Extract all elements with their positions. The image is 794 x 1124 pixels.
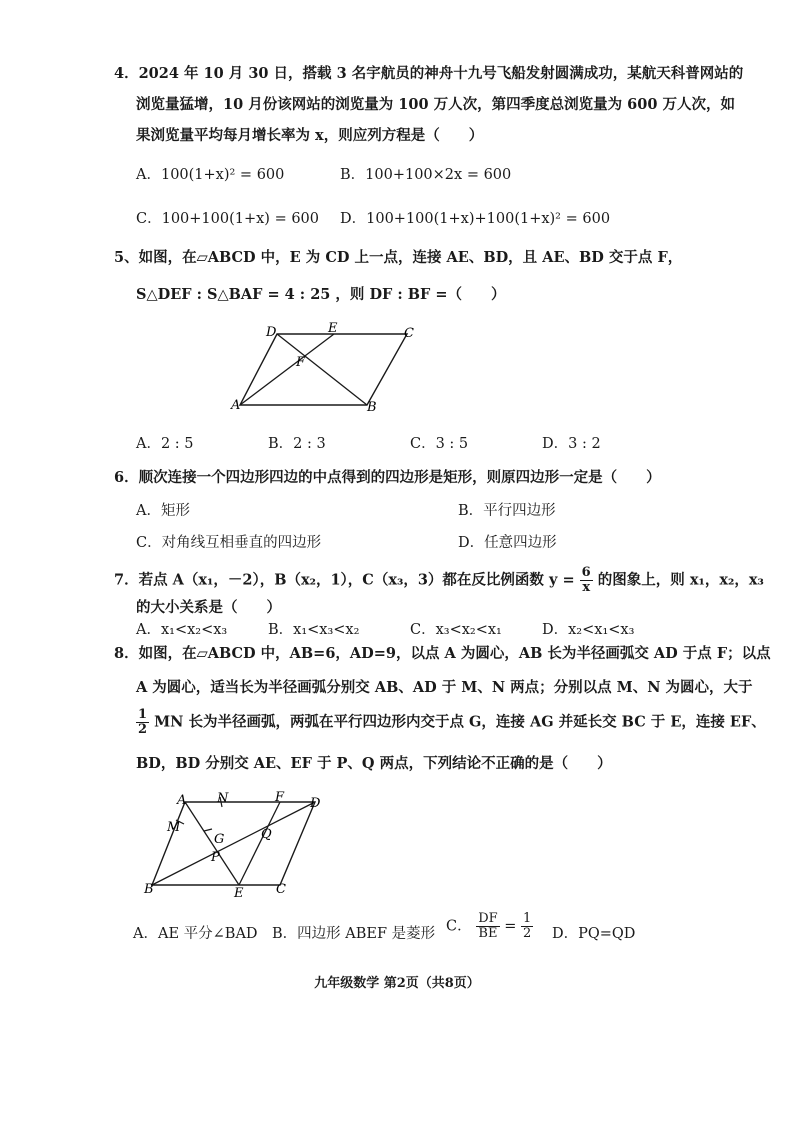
q4-line3: 果浏览量平均每月增长率为 x，则应列方程是（ ） bbox=[136, 127, 484, 144]
q7-option-a: A．x₁<x₂<x₃ bbox=[136, 622, 228, 638]
q5-line2: S△DEF : S△BAF = 4 : 25 ，则 DF : BF =（ ） bbox=[136, 286, 506, 303]
q8-option-c-denominator-left: BE bbox=[478, 926, 498, 941]
q5-line1: 5、如图，在▱ABCD 中，E 为 CD 上一点，连接 AE、BD，且 AE、BD 交于点 F， bbox=[114, 249, 683, 266]
q8-segment-ae bbox=[185, 802, 239, 885]
q8-option-c-denominator-right: 2 bbox=[523, 926, 532, 941]
q5-segment-ae bbox=[240, 334, 334, 405]
q8-label-p: P bbox=[211, 850, 220, 865]
q5-segment-bd bbox=[277, 334, 367, 405]
q8-label-m: M bbox=[167, 820, 181, 835]
q5-label-a: A bbox=[231, 398, 241, 413]
q4-option-d: D．100+100(1+x)+100(1+x)² = 600 bbox=[340, 211, 611, 227]
q8-option-c-fraction-left bbox=[476, 912, 499, 941]
q7-fraction bbox=[580, 566, 593, 595]
q5-option-a: A．2 : 5 bbox=[136, 436, 194, 452]
q6-line1: 6．顺次连接一个四边形四边的中点得到的四边形是矩形，则原四边形一定是（ ） bbox=[114, 469, 661, 486]
q7-fraction-denominator: x bbox=[582, 580, 591, 595]
q8-option-c-fraction-right bbox=[521, 912, 533, 941]
q8-label-d: D bbox=[310, 796, 321, 811]
q5-parallelogram-figure bbox=[222, 318, 422, 418]
q5-label-d: D bbox=[266, 325, 277, 340]
q7-fraction-numerator: 6 bbox=[581, 565, 591, 580]
q8-option-a: A．AE 平分∠BAD bbox=[133, 926, 258, 942]
q7-option-c: C．x₃<x₂<x₁ bbox=[410, 622, 502, 638]
q8-option-c bbox=[446, 912, 533, 941]
q8-half-fraction bbox=[136, 708, 149, 737]
q8-label-f: F bbox=[275, 790, 285, 805]
q7-line1-end: 的图象上，则 x₁，x₂，x₃ bbox=[597, 571, 764, 589]
q5-option-d: D．3 : 2 bbox=[542, 436, 601, 452]
q4-line2: 浏览量猛增，10 月份该网站的浏览量为 100 万人次，第四季度总浏览量为 600 万人次，如 bbox=[136, 96, 735, 113]
q5-label-b: B bbox=[367, 400, 377, 415]
q7-option-d: D．x₂<x₁<x₃ bbox=[542, 622, 635, 638]
q8-arc-mark-g bbox=[204, 829, 212, 831]
q7-option-b: B．x₁<x₃<x₂ bbox=[268, 622, 360, 638]
q8-option-c-numerator-right: 1 bbox=[523, 911, 532, 926]
q7-line1 bbox=[114, 566, 764, 595]
q5-parallelogram-abcd bbox=[240, 334, 407, 405]
q4-option-a: A．100(1+x)² = 600 bbox=[136, 167, 285, 183]
q8-half-numerator: 1 bbox=[138, 707, 148, 722]
q8-parallelogram-figure bbox=[140, 785, 340, 900]
q8-line4: BD，BD 分别交 AE、EF 于 P、Q 两点，下列结论不正确的是（ ） bbox=[136, 755, 612, 772]
q4-line1: 4．2024 年 10 月 30 日，搭载 3 名宇航员的神舟十九号飞船发射圆满成功，某航天科普网站的 bbox=[114, 65, 744, 82]
q8-label-b: B bbox=[144, 882, 154, 897]
q5-label-f: F bbox=[296, 355, 306, 370]
q4-option-b: B．100+100×2x = 600 bbox=[340, 167, 512, 183]
q8-line3 bbox=[136, 708, 766, 737]
q8-line1: 8．如图，在▱ABCD 中，AB=6，AD=9，以点 A 为圆心，AB 长为半径画弧交 AD 于点 F；以点 bbox=[114, 645, 771, 662]
q8-label-a: A bbox=[177, 793, 187, 808]
q5-label-e: E bbox=[328, 321, 338, 336]
page-footer: 九年级数学 第2页（共8页） bbox=[314, 976, 480, 991]
q8-label-n: N bbox=[217, 791, 229, 806]
q5-option-b: B．2 : 3 bbox=[268, 436, 326, 452]
q6-option-a: A．矩形 bbox=[136, 503, 190, 519]
q6-option-c: C．对角线互相垂直的四边形 bbox=[136, 535, 322, 551]
q8-option-c-equals: = bbox=[504, 918, 517, 935]
q6-option-d: D．任意四边形 bbox=[458, 535, 557, 551]
q6-option-b: B．平行四边形 bbox=[458, 503, 556, 519]
q8-option-c-numerator-left: DF bbox=[478, 911, 498, 926]
q8-label-e: E bbox=[234, 886, 244, 900]
q7-line1-start: 7．若点 A（x₁，－2），B（x₂，1），C（x₃，3）都在反比例函数 y = bbox=[114, 571, 575, 589]
q8-label-g: G bbox=[214, 832, 225, 847]
q8-option-d: D．PQ=QD bbox=[552, 926, 636, 942]
q8-segment-bd bbox=[152, 802, 315, 885]
q5-option-c: C．3 : 5 bbox=[410, 436, 469, 452]
q8-line2: A 为圆心，适当长为半径画弧分别交 AB、AD 于 M、N 两点；分别以点 M、N 为圆心，大于 bbox=[136, 679, 753, 696]
q8-option-b: B．四边形 ABEF 是菱形 bbox=[272, 926, 436, 942]
q5-label-c: C bbox=[404, 326, 414, 341]
q8-half-denominator: 2 bbox=[138, 722, 148, 737]
q8-label-q: Q bbox=[261, 827, 272, 842]
q4-option-c: C．100+100(1+x) = 600 bbox=[136, 211, 320, 227]
q8-label-c: C bbox=[276, 882, 286, 897]
q7-line2: 的大小关系是（ ） bbox=[136, 599, 281, 616]
q8-line3-text: MN 长为半径画弧，两弧在平行四边形内交于点 G，连接 AG 并延长交 BC 于 E，连接 EF、 bbox=[154, 713, 766, 731]
q8-option-c-prefix: C． bbox=[446, 918, 472, 935]
q8-segment-ef bbox=[239, 802, 280, 885]
